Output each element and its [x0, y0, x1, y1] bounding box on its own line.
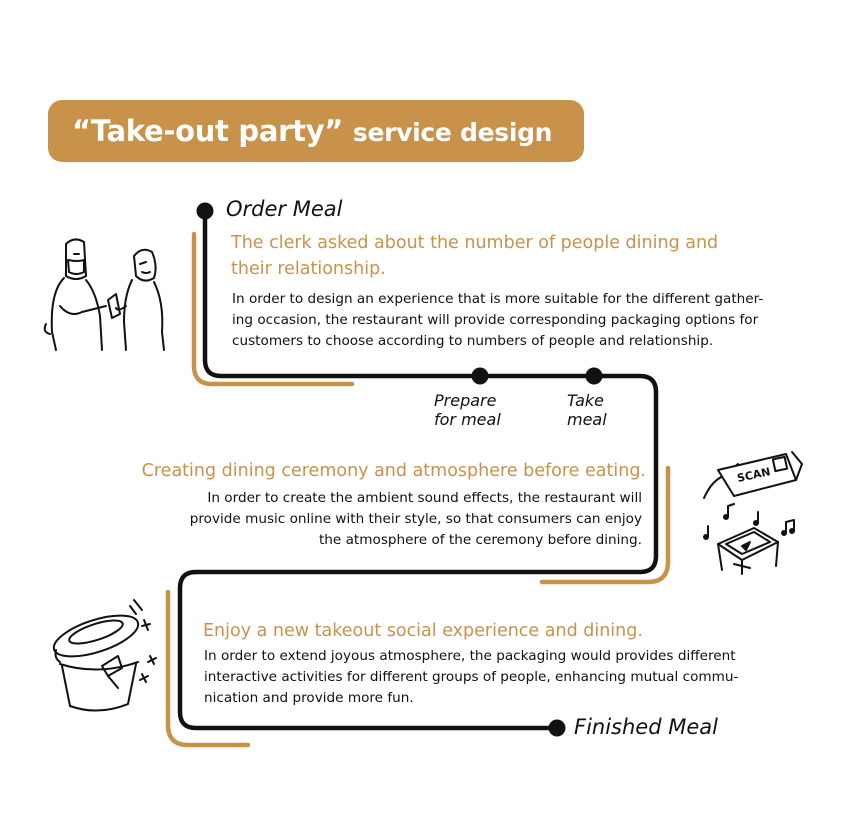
- node-order-meal: [197, 203, 214, 220]
- step-3-heading: [203, 618, 643, 644]
- point-take-line-1: Take: [567, 391, 605, 410]
- point-prepare-line-1: Prepare: [434, 391, 497, 410]
- step-3-body-line: interactive activities for different groups of people, enhancing mutual commu-: [204, 669, 739, 685]
- step-1-body-line: customers to choose according to numbers of people and relationship.: [232, 333, 714, 349]
- step-2-body-line: the atmosphere of the ceremony before dining.: [318, 532, 642, 548]
- step-2-heading-line: Creating dining ceremony and atmosphere before eating.: [141, 461, 646, 481]
- node-take-meal: [586, 368, 603, 385]
- point-prepare-line-2: for meal: [434, 410, 501, 429]
- scan-music-illustration: [698, 440, 810, 580]
- point-take-line-2: meal: [567, 410, 607, 429]
- point-prepare-label: [434, 391, 501, 429]
- stage-end-label: Finished Meal: [574, 715, 718, 739]
- step-2-body: [190, 488, 642, 551]
- step-2-body-line: provide music online with their style, so that consumers can enjoy: [189, 511, 642, 527]
- stage-start-label: Order Meal: [226, 197, 343, 221]
- clerk-customer-illustration: [36, 232, 176, 352]
- step-1-body-line: ing occasion, the restaurant will provide corresponding packaging options for: [232, 312, 759, 328]
- step-1-body: [232, 289, 763, 352]
- title-main: “Take-out party”: [72, 114, 344, 148]
- step-2-heading: [142, 458, 646, 484]
- step-1-heading: [231, 230, 718, 282]
- node-finished-meal: [549, 720, 566, 737]
- takeout-box-illustration: [46, 592, 162, 716]
- point-take-label: [567, 391, 607, 429]
- step-2-body-line: In order to create the ambient sound effects, the restaurant will: [207, 490, 642, 506]
- step-1-heading-line: their relationship.: [231, 259, 386, 279]
- step-1-body-line: In order to design an experience that is more suitable for the different gather-: [232, 291, 764, 307]
- step-3-body-line: In order to extend joyous atmosphere, the packaging would provides different: [204, 648, 736, 664]
- node-prepare-meal: [472, 368, 489, 385]
- step-3-body: [204, 646, 738, 709]
- title-rest: service design: [352, 118, 553, 147]
- scan-label: SCAN: [735, 465, 772, 485]
- step-3-body-line: nication and provide more fun.: [204, 690, 414, 706]
- step-3-heading-line: Enjoy a new takeout social experience and dining.: [203, 621, 643, 641]
- step-1-heading-line: The clerk asked about the number of people dining and: [231, 233, 719, 253]
